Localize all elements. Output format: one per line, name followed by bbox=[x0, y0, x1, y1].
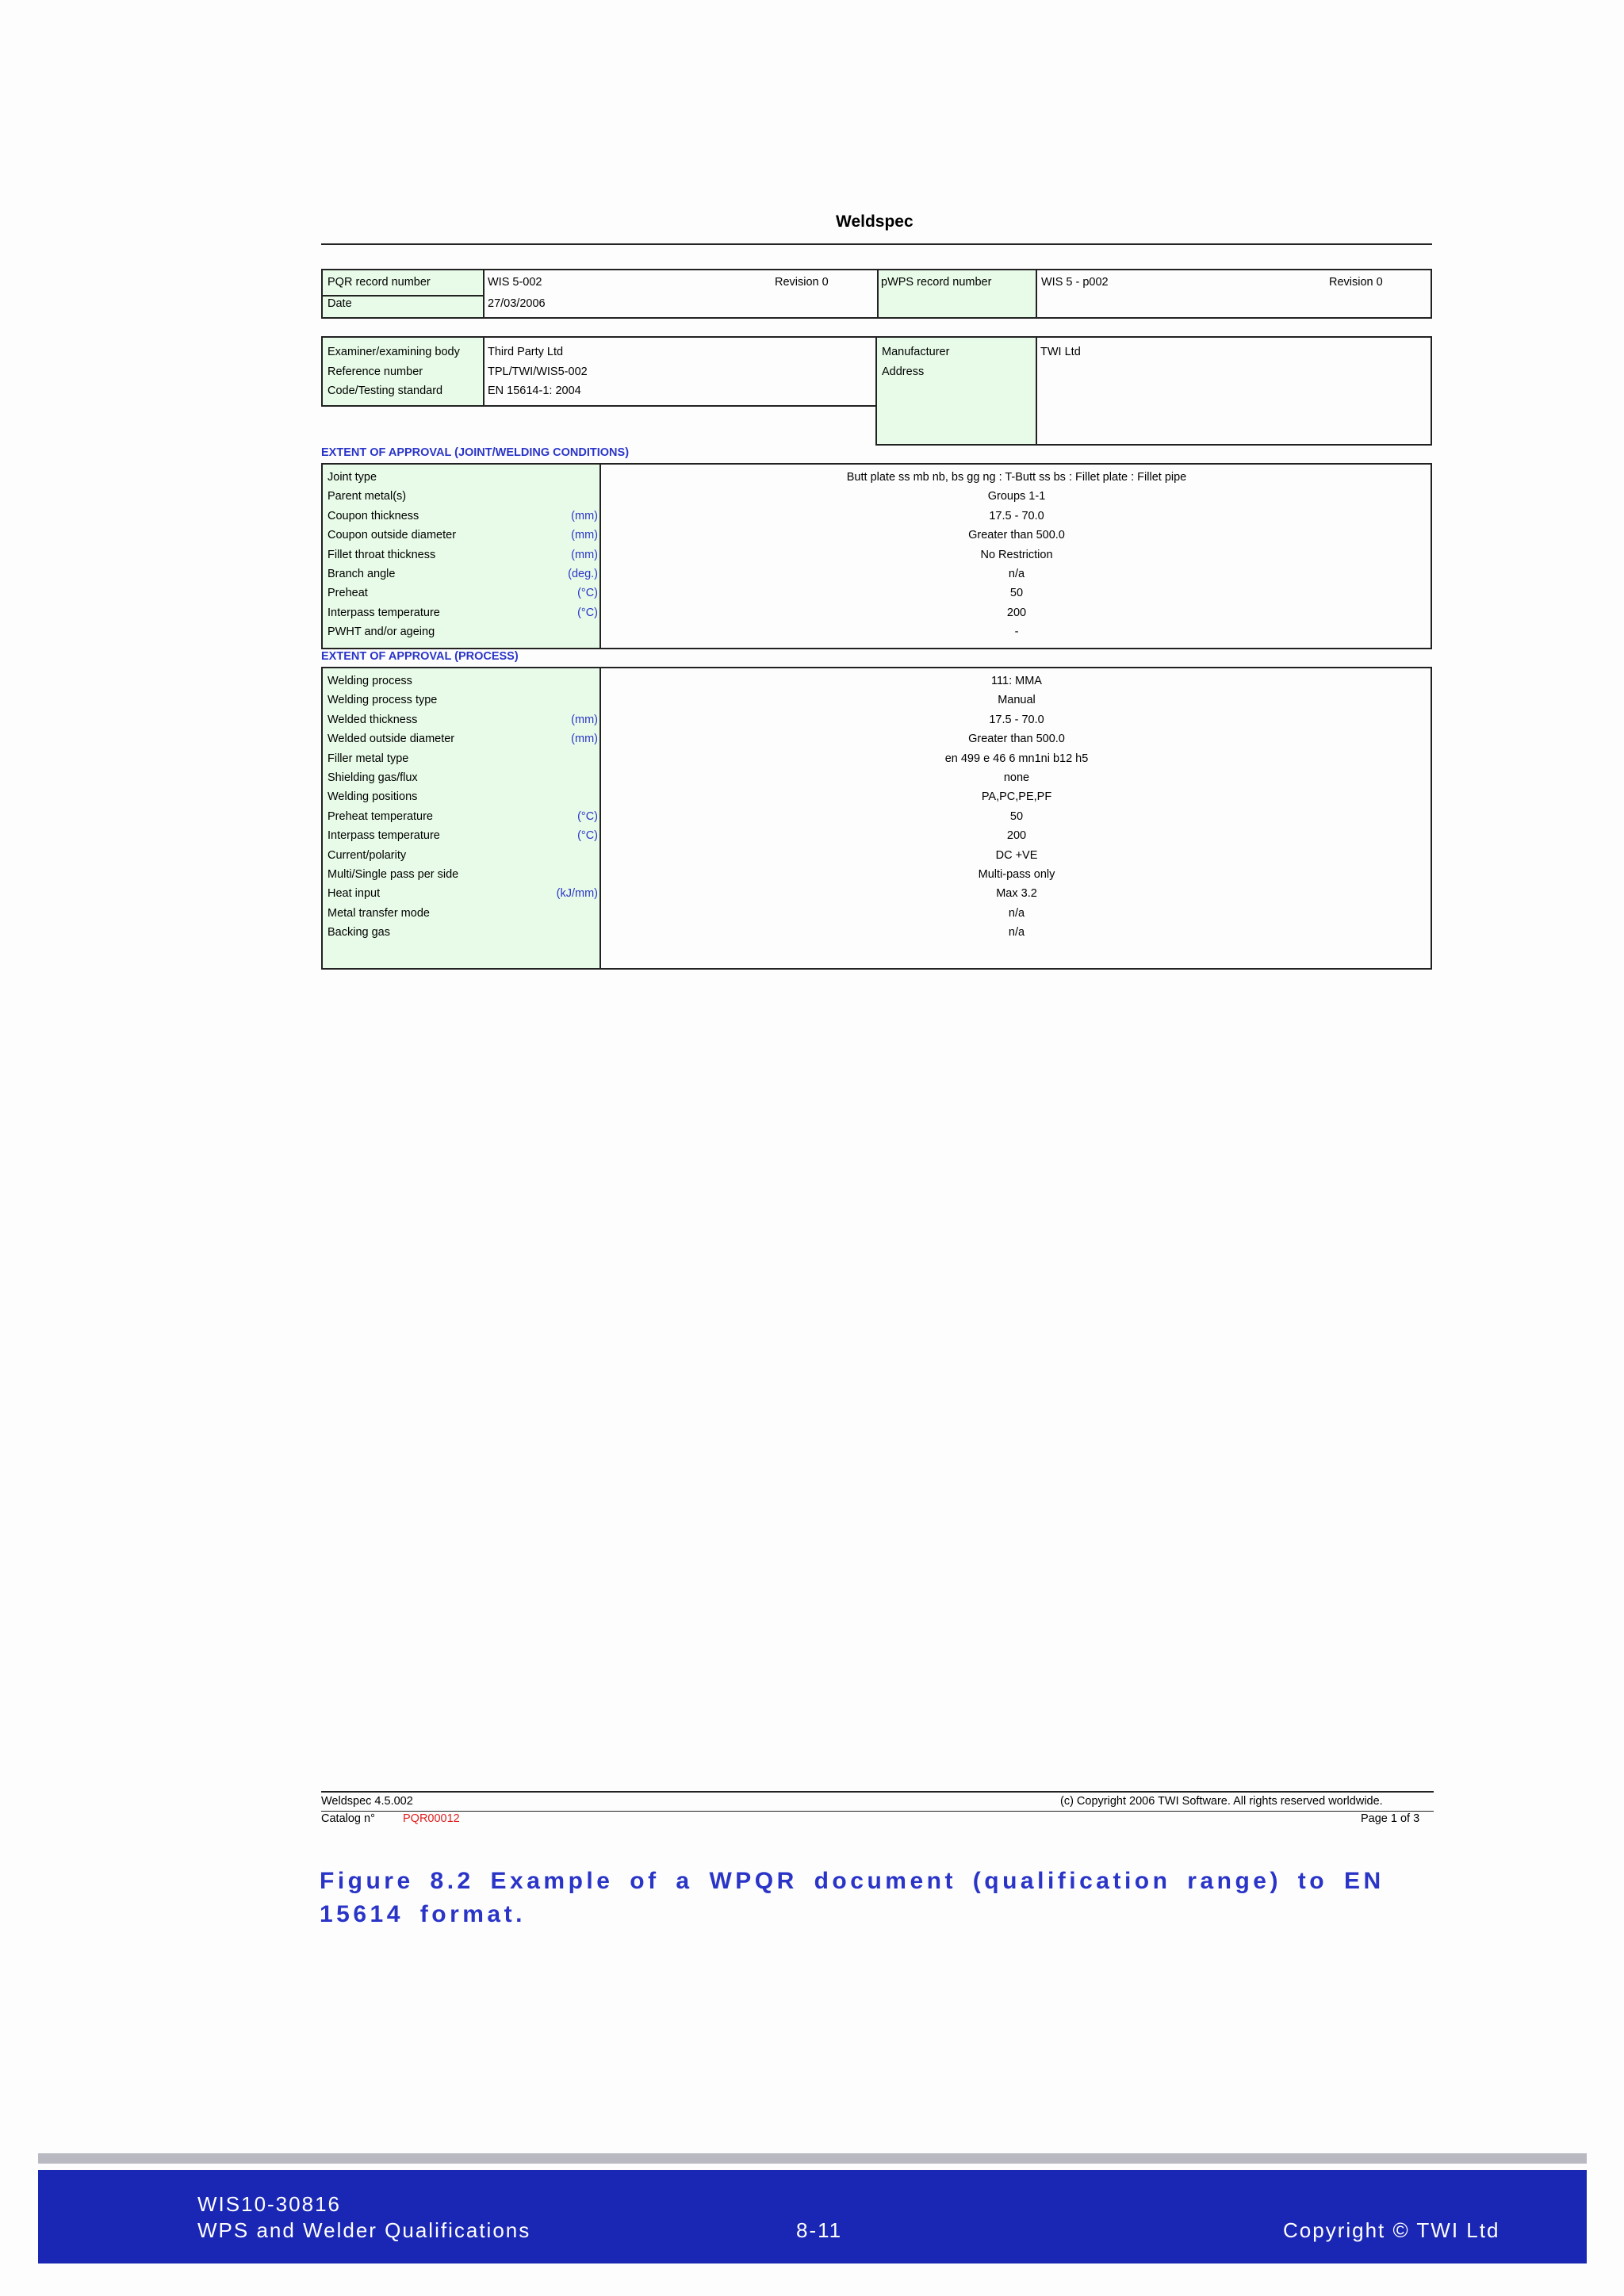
footer-divider-band bbox=[38, 2153, 1587, 2164]
pwps-revision: Revision 0 bbox=[1329, 276, 1383, 289]
row-value: Greater than 500.0 bbox=[968, 733, 1065, 746]
row-label: Fillet throat thickness bbox=[327, 548, 436, 561]
row-label: Preheat temperature bbox=[327, 809, 433, 823]
row-unit: (mm) bbox=[571, 548, 598, 561]
row-value: 200 bbox=[1006, 606, 1027, 619]
row-value: Butt plate ss mb nb, bs gg ng : T-Butt ss bs : Fillet plate : Fillet pipe bbox=[846, 471, 1187, 484]
row-value: 50 bbox=[1009, 809, 1024, 823]
row-label: Welded thickness bbox=[327, 713, 418, 726]
divider bbox=[599, 465, 601, 648]
divider bbox=[323, 295, 483, 297]
row-label: Shielding gas/flux bbox=[327, 771, 418, 784]
joint-conditions-table bbox=[321, 463, 1432, 649]
row-label: Parent metal(s) bbox=[327, 490, 407, 503]
row-value: 17.5 - 70.0 bbox=[989, 713, 1044, 726]
row-value: n/a bbox=[1008, 906, 1025, 920]
reference-value: TPL/TWI/WIS5-002 bbox=[488, 365, 588, 378]
row-value: Manual bbox=[998, 694, 1036, 707]
row-value: n/a bbox=[1008, 568, 1025, 580]
section2-heading: EXTENT OF APPROVAL (PROCESS) bbox=[321, 650, 519, 663]
doc-code: WIS10-30816 bbox=[197, 2192, 341, 2216]
title-rule bbox=[321, 243, 1432, 245]
row-unit: (mm) bbox=[571, 529, 598, 542]
weldspec-version: Weldspec 4.5.002 bbox=[321, 1795, 413, 1808]
row-label: Backing gas bbox=[327, 926, 390, 939]
row-label: Joint type bbox=[327, 471, 377, 484]
divider bbox=[1036, 338, 1037, 444]
reference-label: Reference number bbox=[327, 365, 423, 378]
manufacturer-label: Manufacturer bbox=[882, 346, 950, 358]
row-value: PA,PC,PE,PF bbox=[981, 790, 1052, 804]
date-label: Date bbox=[327, 297, 352, 310]
row-label: Branch angle bbox=[327, 568, 396, 580]
row-value: Greater than 500.0 bbox=[968, 529, 1065, 542]
row-value: No Restriction bbox=[980, 548, 1053, 561]
sheet-page-number: Page 1 of 3 bbox=[1361, 1812, 1420, 1825]
divider bbox=[1036, 270, 1037, 317]
examiner-box bbox=[321, 336, 877, 407]
pqr-value: WIS 5-002 bbox=[488, 276, 542, 289]
sheet-footer-rule-thin bbox=[321, 1811, 1434, 1812]
process-table bbox=[321, 667, 1432, 970]
row-unit: (°C) bbox=[577, 809, 598, 823]
row-unit: (mm) bbox=[571, 509, 598, 522]
code-label: Code/Testing standard bbox=[327, 385, 443, 397]
manufacturer-box bbox=[875, 336, 1432, 446]
examiner-value: Third Party Ltd bbox=[488, 346, 564, 358]
row-label: Heat input bbox=[327, 887, 381, 901]
row-value: Max 3.2 bbox=[996, 887, 1037, 901]
row-value: none bbox=[1003, 771, 1030, 784]
row-unit: (°C) bbox=[577, 829, 598, 843]
figure-caption: Figure 8.2 Example of a WPQR document (qualification range) to EN 15614 format. bbox=[320, 1868, 1385, 1927]
record-header-box bbox=[321, 269, 1432, 319]
divider bbox=[483, 338, 485, 405]
row-label: Filler metal type bbox=[327, 752, 409, 765]
row-label: PWHT and/or ageing bbox=[327, 626, 435, 639]
code-value: EN 15614-1: 2004 bbox=[488, 385, 581, 397]
row-label: Coupon thickness bbox=[327, 509, 419, 522]
divider bbox=[483, 270, 485, 317]
page-footer bbox=[38, 2170, 1587, 2263]
row-label: Interpass temperature bbox=[327, 829, 440, 843]
pwps-label: pWPS record number bbox=[881, 276, 992, 289]
row-label: Welding process type bbox=[327, 694, 438, 707]
row-label: Metal transfer mode bbox=[327, 906, 430, 920]
pqr-label: PQR record number bbox=[327, 276, 431, 289]
divider bbox=[877, 270, 879, 317]
row-value: Multi-pass only bbox=[978, 868, 1055, 881]
page-number: 8-11 bbox=[796, 2218, 843, 2242]
pqr-revision: Revision 0 bbox=[775, 276, 829, 289]
sheet-copyright: (c) Copyright 2006 TWI Software. All rights reserved worldwide. bbox=[1060, 1795, 1383, 1808]
row-label: Welding positions bbox=[327, 790, 418, 804]
section1-heading: EXTENT OF APPROVAL (JOINT/WELDING CONDITIONS) bbox=[321, 446, 630, 459]
pwps-value: WIS 5 - p002 bbox=[1041, 276, 1109, 289]
row-value: 200 bbox=[1006, 829, 1027, 843]
row-value: en 499 e 46 6 mn1ni b12 h5 bbox=[944, 752, 1089, 765]
row-unit: (deg.) bbox=[568, 568, 598, 580]
row-unit: (kJ/mm) bbox=[556, 887, 598, 901]
row-label: Welding process bbox=[327, 675, 412, 687]
row-label: Multi/Single pass per side bbox=[327, 868, 459, 881]
row-label: Preheat bbox=[327, 587, 368, 600]
row-value: 111: MMA bbox=[991, 675, 1042, 687]
row-unit: (°C) bbox=[577, 587, 598, 600]
catalog-value: PQR00012 bbox=[403, 1812, 460, 1825]
row-value: - bbox=[1014, 626, 1019, 639]
row-value: DC +VE bbox=[995, 848, 1038, 862]
manufacturer-value: TWI Ltd bbox=[1040, 346, 1081, 358]
row-value: 50 bbox=[1009, 587, 1024, 600]
date-value: 27/03/2006 bbox=[488, 297, 546, 310]
footer-copyright: Copyright © TWI Ltd bbox=[1283, 2218, 1500, 2242]
row-label: Interpass temperature bbox=[327, 606, 440, 619]
row-unit: (°C) bbox=[577, 606, 598, 619]
row-label: Coupon outside diameter bbox=[327, 529, 457, 542]
row-value: Groups 1-1 bbox=[987, 490, 1046, 503]
row-unit: (mm) bbox=[571, 713, 598, 726]
row-unit: (mm) bbox=[571, 733, 598, 746]
address-label: Address bbox=[882, 365, 925, 378]
doc-title: WPS and Welder Qualifications bbox=[197, 2218, 531, 2242]
examiner-label: Examiner/examining body bbox=[327, 346, 460, 358]
row-label: Welded outside diameter bbox=[327, 733, 455, 746]
row-value: 17.5 - 70.0 bbox=[989, 509, 1044, 522]
row-value: n/a bbox=[1008, 926, 1025, 939]
row-label: Current/polarity bbox=[327, 848, 407, 862]
sheet-title: Weldspec bbox=[836, 212, 914, 231]
divider bbox=[599, 668, 601, 968]
catalog-label: Catalog n° bbox=[321, 1812, 375, 1825]
sheet-footer-rule bbox=[321, 1791, 1434, 1793]
